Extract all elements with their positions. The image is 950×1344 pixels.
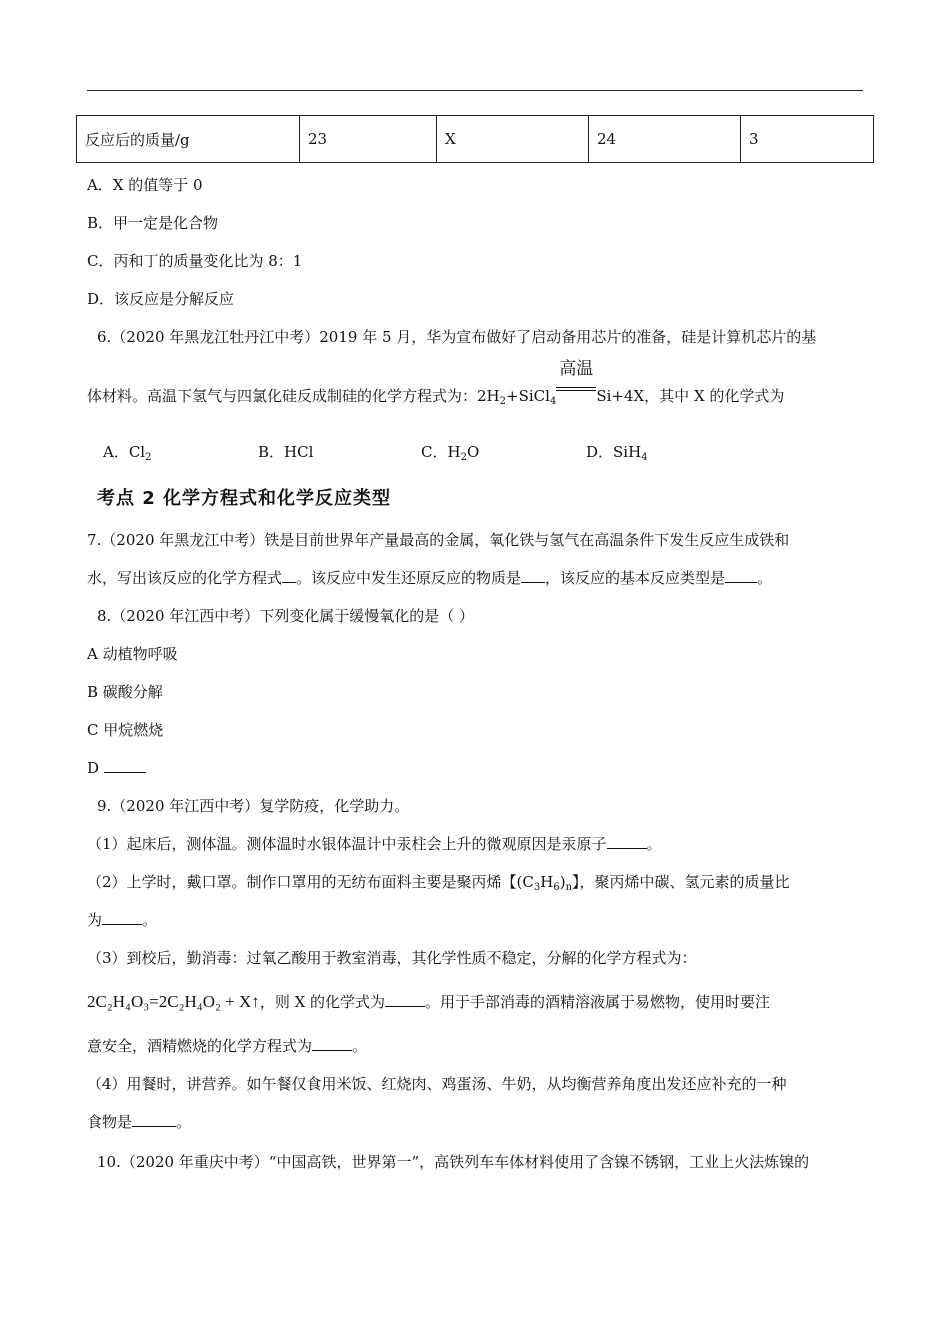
q7-stem-line1: 7.（2020 年黑龙江中考）铁是目前世界年产量最高的金属，氧化铁与氢气在高温条件下发生反应生成铁和 (87, 531, 790, 549)
q7-text: 。 (757, 569, 773, 587)
answer-blank (104, 760, 146, 773)
q6-text: 体材料。高温下氢气与四氯化硅反成制硅的化学方程式为：2H (87, 387, 500, 405)
q9-text: （2）上学时，戴口罩。制作口罩用的无纺布面料主要是聚丙烯【(C (87, 873, 534, 891)
q9-part3-line2 (87, 992, 770, 1012)
condition-label: 高温 (559, 359, 594, 379)
q9-part3-line3 (87, 1036, 367, 1056)
q6-text: +SiCl (506, 387, 550, 405)
option-text: C．H (421, 443, 461, 461)
q9-text: 为 (87, 911, 103, 929)
q7-stem-line2 (87, 568, 772, 588)
answer-blank (132, 1114, 176, 1127)
q6-options (103, 442, 648, 462)
q5-option-d: D．该反应是分解反应 (87, 290, 235, 308)
q9-part4-line1: （4）用餐时，讲营养。如午餐仅食用米饭、红烧肉、鸡蛋汤、牛奶，从均衡营养角度出发还应补充的一种 (87, 1075, 787, 1093)
q9-stem: 9.（2020 年江西中考）复学防疫，化学助力。 (97, 797, 410, 815)
reaction-condition (556, 359, 596, 401)
q9-part2-line1 (87, 872, 790, 892)
q9-text: ) (559, 873, 566, 891)
table-row (77, 116, 874, 163)
answer-blank (312, 1038, 352, 1051)
q8-stem: 8.（2020 年江西中考）下列变化属于缓慢氧化的是（ ） (97, 607, 475, 625)
subscript: n (565, 882, 573, 893)
q9-text: 意安全，酒精燃烧的化学方程式为 (87, 1037, 313, 1055)
answer-blank (385, 994, 425, 1007)
q6-option-c (421, 442, 586, 462)
q9-text: 。用于手部消毒的酒精溶液属于易燃物，使用时要注 (425, 993, 771, 1011)
table-cell: 23 (300, 116, 437, 163)
q8-option-b: B 碳酸分解 (87, 683, 163, 701)
answer-blank (102, 912, 142, 925)
decomposition-equation: 2C₂H₄O₃=2C₂H₄O₂ + X↑ (87, 992, 260, 1011)
q5-option-a: A．X 的值等于 0 (87, 176, 203, 194)
option-text: D．SiH (586, 443, 642, 461)
equation-double-line (556, 387, 596, 391)
q9-text: H (540, 873, 554, 891)
answer-blank (725, 570, 757, 583)
section-title: 考点 2 化学方程式和化学反应类型 (97, 488, 392, 509)
q9-part4-line2 (87, 1112, 191, 1132)
option-text: O (466, 443, 480, 461)
option-text: D (87, 759, 100, 777)
table-cell: 3 (741, 116, 874, 163)
q6-text: Si+4X，其中 X 的化学式为 (596, 387, 785, 405)
subscript: 2 (499, 396, 507, 407)
table-cell: X (437, 116, 589, 163)
q9-part2-line2 (87, 910, 157, 930)
table-row-label: 反应后的质量/g (77, 116, 300, 163)
q8-option-c: C 甲烷燃烧 (87, 721, 164, 739)
q9-text: 。 (142, 911, 158, 929)
q6-stem-line1: 6.（2020 年黑龙江牡丹江中考）2019 年 5 月，华为宣布做好了启动备用芯片的准备，硅是计算机芯片的基 (97, 328, 817, 346)
q6-option-d (586, 443, 648, 461)
q7-text: ，该反应的基本反应类型是 (545, 569, 726, 587)
subscript: 4 (641, 452, 648, 463)
q9-text: 。 (176, 1113, 192, 1131)
q7-text: 水，写出该反应的化学方程式 (87, 569, 283, 587)
subscript: 6 (553, 882, 560, 893)
answer-blank (521, 570, 545, 583)
q10-stem-line1: 10.（2020 年重庆中考）“中国高铁，世界第一”，高铁列车车体材料使用了含镍不锈钢，工业上火法炼镍的 (97, 1153, 810, 1171)
q9-text: 食物是 (87, 1113, 133, 1131)
table-cell: 24 (589, 116, 741, 163)
q8-option-a: A 动植物呼吸 (87, 645, 178, 663)
q7-text: 。该反应中发生还原反应的物质是 (296, 569, 522, 587)
q9-text: 。 (352, 1037, 368, 1055)
q9-text: ，则 X 的化学式为 (259, 993, 386, 1011)
q9-text: 】，聚丙烯中碳、氢元素的质量比 (572, 873, 790, 891)
q9-text: （1）起床后，测体温。测体温时水银体温计中汞柱会上升的微观原因是汞原子 (87, 835, 607, 853)
answer-blank (607, 836, 647, 849)
answer-blank (282, 570, 296, 583)
q5-option-b: B．甲一定是化合物 (87, 214, 219, 232)
option-text: A．Cl (103, 443, 146, 461)
q8-option-d (87, 758, 146, 778)
q6-option-b: B．HCl (258, 443, 314, 461)
header-rule (87, 90, 863, 91)
q9-part3-line1: （3）到校后，勤消毒：过氧乙酸用于教室消毒，其化学性质不稳定，分解的化学方程式为： (87, 949, 697, 967)
subscript: 2 (460, 452, 467, 463)
q9-part1 (87, 834, 662, 854)
subscript: 3 (533, 882, 541, 893)
q9-text: 。 (646, 835, 662, 853)
q6-option-a (103, 442, 258, 462)
subscript: 4 (549, 396, 557, 407)
q6-stem-line2 (87, 359, 785, 407)
mass-table (76, 115, 874, 163)
subscript: 2 (145, 452, 152, 463)
q5-option-c: C．丙和丁的质量变化比为 8：1 (87, 252, 303, 270)
